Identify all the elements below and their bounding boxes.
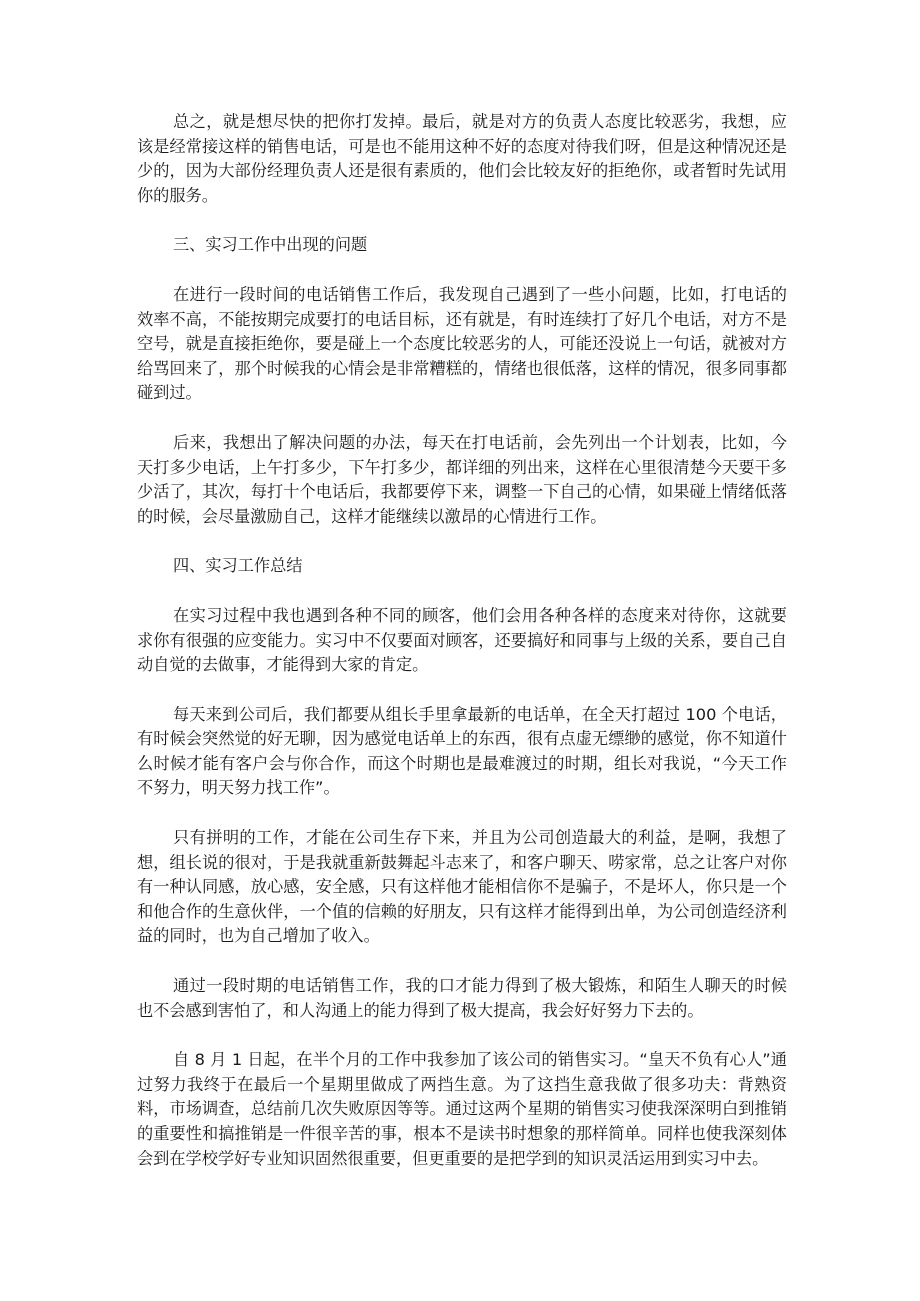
paragraph-hard-work: 只有拼明的工作，才能在公司生存下来，并且为公司创造最大的利益，是啊，我想了想，组长说的很对，于是我就重新鼓舞起斗志来了，和客户聊天、唠家常，总之让客户对你有一种认同感，放心感，安全感，只有这样他才能相信你不是骗子，不是坏人，你只是一个和他合作的生意伙伴，一个值的信赖的好朋友，只有这样才能得到出单，为公司创造经济利益的同时，也为自己增加了收入。 <box>137 828 787 946</box>
paragraph-problems: 在进行一段时间的电话销售工作后，我发现自己遇到了一些小问题，比如，打电话的效率不高，不能按期完成要打的电话目标，还有就是，有时连续打了好几个电话，对方不是空号，就是直接拒绝你，要是碰上一个态度比较恶劣的人，可能还没说上一句话，就被对方给骂回来了，那个时候我的心情会是非常糟糕的，情绪也很低落，这样的情况，很多同事都碰到过。 <box>137 284 787 403</box>
section-heading-problems: 三、实习工作中出现的问题 <box>173 235 368 255</box>
paragraph-daily-routine: 每天来到公司后，我们都要从组长手里拿最新的电话单，在全天打超过 100 个电话，有时候会突然觉的好无聊，因为感觉电话单上的东西，很有点虚无缥缈的感觉，你不知道什么时候才能有客户会与你合作，而这个时期也是最难渡过的时期，组长对我说，“今天工作不努力，明天努力找工作”。 <box>137 704 787 798</box>
paragraph-internship-result: 自 8 月 1 日起，在半个月的工作中我参加了该公司的销售实习。“皇天不负有心人”通过努力我终于在最后一个星期里做成了两挡生意。为了这挡生意我做了很多功夫：背熟资料，市场调查，总结前几次失败原因等等。通过这两个星期的销售实习使我深深明白到推销的重要性和搞推销是一件很辛苦的事，根本不是读书时想象的那样简单。同样也使我深刻体会到在学校学好专业知识固然很重要，但更重要的是把学到的知识灵活运用到实习中去。 <box>137 1050 787 1168</box>
paragraph-adaptability: 在实习过程中我也遇到各种不同的顾客，他们会用各种各样的态度来对待你，这就要求你有很强的应变能力。实习中不仅要面对顾客，还要搞好和同事与上级的关系，要自己自动自觉的去做事，才能得到大家的肯定。 <box>137 605 787 675</box>
paragraph-communication: 通过一段时期的电话销售工作，我的口才能力得到了极大锻炼，和陌生人聊天的时候也不会感到害怕了，和人沟通上的能力得到了极大提高，我会好好努力下去的。 <box>137 976 787 1020</box>
section-heading-summary: 四、实习工作总结 <box>173 556 303 576</box>
paragraph-intro-summary: 总之，就是想尽快的把你打发掉。最后，就是对方的负责人态度比较恶劣，我想，应该是经常接这样的销售电话，可是也不能用这种不好的态度对待我们呀，但是这种情况还是少的，因为大部份经理负责人还是很有素质的，他们会比较友好的拒绝你，或者暂时先试用你的服务。 <box>137 112 787 205</box>
paragraph-solution: 后来，我想出了解决问题的办法，每天在打电话前，会先列出一个计划表，比如，今天打多少电话，上午打多少，下午打多少，都详细的列出来，这样在心里很清楚今天要干多少活了，其次，每打十个电话后，我都要停下来，调整一下自己的心情，如果碰上情绪低落的时候，会尽量激励自己，这样才能继续以激昂的心情进行工作。 <box>137 432 787 526</box>
